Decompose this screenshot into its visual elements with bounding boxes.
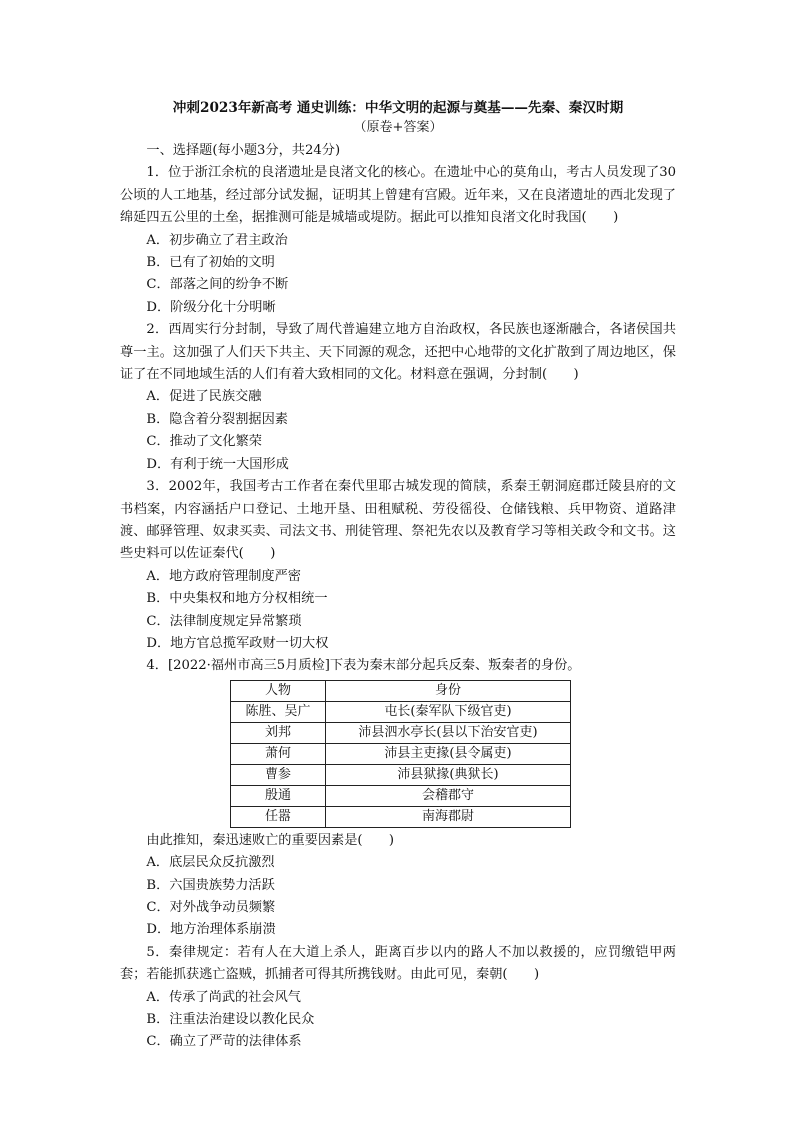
table-cell: 刘邦 [231,722,326,743]
question-2-option-d: D．有利于统一大国形成 [146,456,289,472]
table-cell: 沛县主吏掾(县令属吏) [326,743,571,764]
table-cell: 萧何 [231,743,326,764]
table-cell: 南海郡尉 [326,806,571,827]
exam-page [120,98,676,1054]
question-1-stem: 1．位于浙江余杭的良渚遗址是良渚文化的核心。在遗址中心的莫角山，考古人员发现了30公顷的人工地基，经过部分试发掘，证明其上曾建有宫殿。近年来，又在良渚遗址的西北发现了绵延四五公里的土垒，据推测可能是城墙或堤防。据此可以推知良渚文化时我国( ) [120,165,676,226]
question-5-option-b: B．注重法治建设以教化民众 [146,1012,315,1027]
question-5-option-c: C．确立了严苛的法律体系 [146,1034,302,1050]
section-heading: 一、选择题(每小题3分，共24分) [146,143,341,158]
question-4-option-d: D．地方治理体系崩溃 [146,922,276,938]
question-2-stem: 2．西周实行分封制，导致了周代普遍建立地方自治政权，各民族也逐渐融合，各诸侯国共尊一主。这加强了人们天下共主、天下同源的观念，还把中心地带的文化扩散到了周边地区，保证了在不同地域生活的人们有着大致相同的文化。材料意在强调，分封制( ) [120,322,676,383]
table-cell: 沛县狱掾(典狱长) [326,764,571,785]
table-cell: 屯长(秦军队下级官吏) [326,701,571,722]
table-cell: 会稽郡守 [326,785,571,806]
question-1-option-a: A．初步确立了君主政治 [146,232,288,248]
table-cell: 曹参 [231,764,326,785]
identity-table [230,680,571,828]
table-cell: 沛县泗水亭长(县以下治安官吏) [326,722,571,743]
question-3-option-c: C．法律制度规定异常繁琐 [146,613,302,629]
question-4-option-c: C．对外战争动员频繁 [146,899,276,915]
question-1-option-c: C．部落之间的纷争不断 [146,277,289,293]
question-2-option-a: A．促进了民族交融 [146,389,262,405]
table-cell: 殷通 [231,785,326,806]
question-5-option-a: A．传承了尚武的社会风气 [146,989,301,1005]
question-4-stem: 4．[2022·福州市高三5月质检]下表为秦末部分起兵反秦、叛秦者的身份。 [146,658,581,674]
question-2-option-c: C．推动了文化繁荣 [146,434,262,450]
page-subtitle: （原卷+答案） [353,120,443,135]
table-row [231,806,571,827]
question-1-option-d: D．阶级分化十分明晰 [146,299,276,315]
table-row [231,701,571,722]
table-header-identity: 身份 [326,680,571,701]
table-cell: 任嚣 [231,806,326,827]
table-header-person: 人物 [231,680,326,701]
table-header-row [231,680,571,701]
question-4-followup: 由此推知，秦迅速败亡的重要因素是( ) [146,832,395,848]
table-row [231,764,571,785]
question-2-option-b: B．隐含着分裂割据因素 [146,411,288,427]
question-1-option-b: B．已有了初始的文明 [146,255,275,271]
question-5-stem: 5．秦律规定：若有人在大道上杀人，距离百步以内的路人不加以救援的，应罚缴铠甲两套；若能抓获逃亡盗贼，抓捕者可得其所携钱财。由此可见，秦朝( ) [120,944,676,983]
table-row [231,743,571,764]
question-3-stem: 3．2002年，我国考古工作者在秦代里耶古城发现的简牍，系秦王朝洞庭郡迁陵县府的文书档案，内容涵括户口登记、土地开垦、田租赋税、劳役徭役、仓储钱粮、兵甲物资、道路津渡、邮驿管理、奴隶买卖、司法文书、刑徒管理、祭祀先农以及教育学习等相关政令和文书。这些史料可以佐证秦代( ) [120,479,676,562]
table-cell: 陈胜、吴广 [231,701,326,722]
question-3-option-d: D．地方官总揽军政财一切大权 [146,635,329,651]
table-row [231,722,571,743]
question-4-option-b: B．六国贵族势力活跃 [146,877,275,893]
question-4-option-a: A．底层民众反抗激烈 [146,855,275,871]
table-row [231,785,571,806]
question-3-option-b: B．中央集权和地方分权相统一 [146,591,328,607]
question-3-option-a: A．地方政府管理制度严密 [146,568,301,584]
page-title: 冲刺2023年新高考 通史训练：中华文明的起源与奠基——先秦、秦汉时期 [172,100,624,116]
